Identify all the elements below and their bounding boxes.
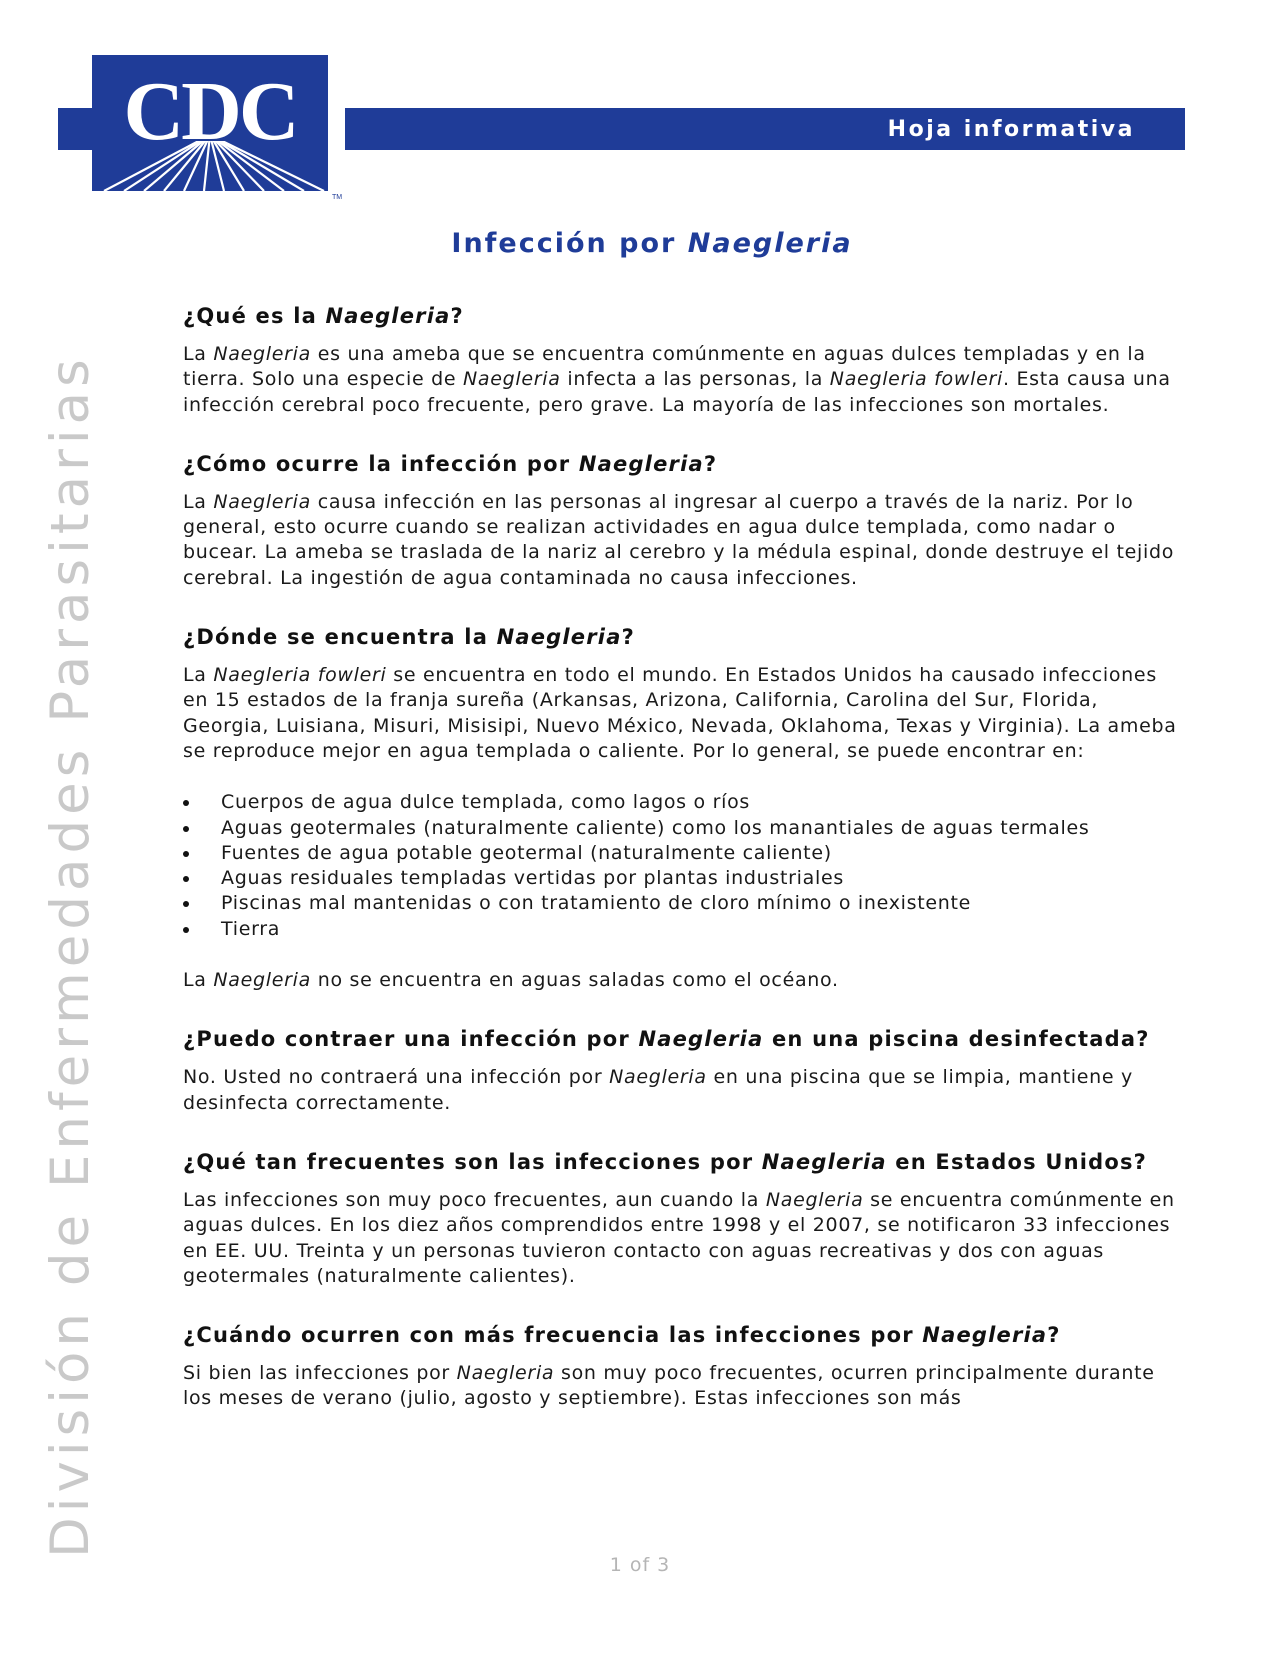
section-how-occurs bbox=[183, 452, 1183, 591]
section-where-found bbox=[183, 625, 1183, 993]
bullet-icon bbox=[183, 901, 189, 907]
section-heading: ¿Cuándo ocurren con más frecuencia las infecciones por Naegleria? bbox=[183, 1323, 1061, 1348]
section-paragraph: La Naegleria causa infección en las personas al ingresar al cuerpo a través de la nariz. Por lo general, esto ocurre cuando se realizan actividades en agua dulce templada, como nadar o bucear. La ameba se traslada de la nariz al cerebro y la médula espinal, donde destruye el tejido cerebral. La ingestión de agua contaminada no causa infecciones. bbox=[183, 490, 1175, 589]
section-paragraph: No. Usted no contraerá una infección por Naegleria en una piscina que se limpia, mantiene y desinfecta correctamente. bbox=[183, 1066, 1133, 1114]
bullet-icon bbox=[183, 826, 189, 832]
section-heading: ¿Qué es la Naegleria? bbox=[183, 304, 464, 328]
section-heading: ¿Cómo ocurre la infección por Naegleria? bbox=[183, 451, 718, 476]
list-item: Tierra bbox=[183, 917, 1183, 942]
header-band bbox=[345, 108, 1185, 150]
page-title: Infección por Naegleria bbox=[451, 228, 853, 259]
document-type-label: Hoja informativa bbox=[887, 116, 1135, 142]
cdc-logo bbox=[92, 55, 343, 201]
section-heading: ¿Puedo contraer una infección por Naegleria en una piscina desinfectada? bbox=[183, 1027, 1150, 1052]
page-number: 1 of 3 bbox=[609, 1554, 671, 1576]
list-item: Fuentes de agua potable geotermal (naturalmente caliente) bbox=[183, 841, 1183, 866]
section-what-is bbox=[183, 304, 1183, 418]
document-body bbox=[183, 304, 1183, 1446]
division-sidebar-text: División de Enfermedades Parasitarias bbox=[40, 354, 101, 1558]
list-item: Cuerpos de agua dulce templada, como lagos o ríos bbox=[183, 790, 1183, 815]
section-heading: ¿Qué tan frecuentes son las infecciones por Naegleria en Estados Unidos? bbox=[183, 1149, 1148, 1174]
list-item: Aguas residuales templadas vertidas por plantas industriales bbox=[183, 866, 1183, 891]
section-pool bbox=[183, 1027, 1183, 1116]
habitat-list bbox=[183, 790, 1183, 942]
bullet-icon bbox=[183, 800, 189, 806]
section-paragraph: Las infecciones son muy poco frecuentes, aun cuando la Naegleria se encuentra comúnmente en aguas dulces. En los diez años comprendidos entre 1998 y el 2007, se notificaron 33 infecciones en EE. UU. Treinta y un personas tuvieron contacto con aguas recreativas y dos con aguas geotermales (naturalmente calientes). bbox=[183, 1188, 1175, 1287]
section-when bbox=[183, 1323, 1183, 1412]
list-item: Piscinas mal mantenidas o con tratamiento de cloro mínimo o inexistente bbox=[183, 891, 1183, 916]
header-band-left bbox=[58, 108, 92, 150]
logo-text: CDC bbox=[123, 65, 297, 158]
section-paragraph: La Naegleria fowleri se encuentra en todo el mundo. En Estados Unidos ha causado infecciones en 15 estados de la franja sureña (Arkansas, Arizona, California, Carolina del Sur, Florida, Georgia, Luisiana, Misuri, Misisipi, Nuevo México, Nevada, Oklahoma, Texas y Virginia). La ameba se reproduce mejor en agua templada o caliente. Por lo general, se puede encontrar en: bbox=[183, 664, 1177, 762]
list-item: Aguas geotermales (naturalmente caliente) como los manantiales de aguas termales bbox=[183, 816, 1183, 841]
section-heading: ¿Dónde se encuentra la Naegleria? bbox=[183, 625, 635, 650]
section-paragraph: La Naegleria no se encuentra en aguas saladas como el océano. bbox=[183, 969, 839, 992]
section-frequency bbox=[183, 1150, 1183, 1289]
bullet-icon bbox=[183, 927, 189, 933]
bullet-icon bbox=[183, 876, 189, 882]
section-paragraph: Si bien las infecciones por Naegleria son muy poco frecuentes, ocurren principalmente durante los meses de verano (julio, agosto y septiembre). Estas infecciones son más bbox=[183, 1362, 1155, 1410]
bullet-icon bbox=[183, 851, 189, 857]
trademark-mark: TM bbox=[332, 194, 343, 201]
section-paragraph: La Naegleria es una ameba que se encuentra comúnmente en aguas dulces templadas y en la tierra. Solo una especie de Naegleria infecta a las personas, la Naegleria fowleri. Esta causa una infección cerebral poco frecuente, pero grave. La mayoría de las infecciones son mortales. bbox=[183, 343, 1171, 416]
